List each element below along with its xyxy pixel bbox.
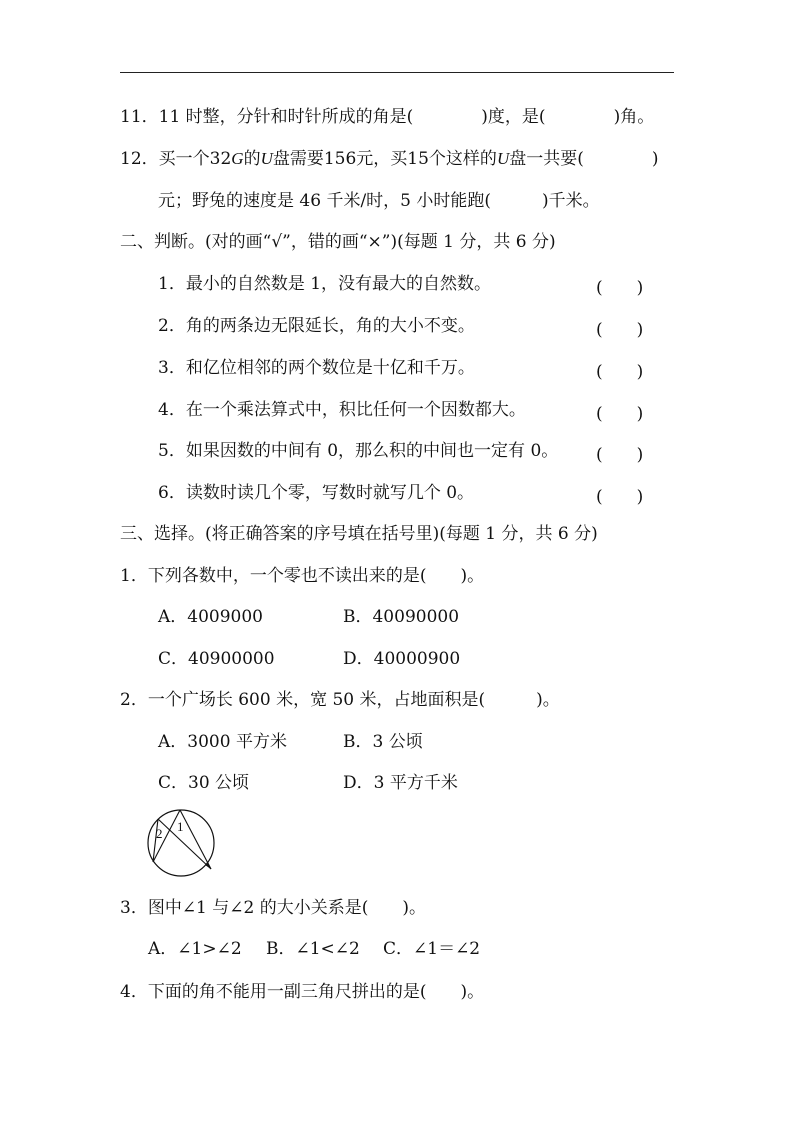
option-b: B．∠1<∠2 bbox=[266, 939, 360, 959]
judge-item: 4．在一个乘法算式中，积比任何一个因数都大。 bbox=[158, 400, 526, 420]
question-12-continued: 元；野兔的速度是 46 千米/时，5 小时能跑( )千米。 bbox=[158, 191, 600, 211]
section-heading-judge: 二、判断。(对的画“√”，错的画“×”)(每题 1 分，共 6 分) bbox=[120, 232, 556, 252]
option-c: C．40900000 bbox=[158, 649, 275, 669]
answer-paren: ( ) bbox=[596, 362, 644, 382]
option-a: A．∠1>∠2 bbox=[148, 939, 242, 959]
option-b: B．3 公顷 bbox=[343, 732, 423, 752]
judge-item: 6．读数时读几个零，写数时就写几个 0。 bbox=[158, 483, 475, 503]
q12-part: 盘一共要( ) bbox=[509, 149, 659, 169]
answer-paren: ( ) bbox=[596, 487, 644, 507]
arrow-tip bbox=[205, 862, 211, 869]
answer-paren: ( ) bbox=[596, 404, 644, 424]
chord-line bbox=[180, 810, 211, 869]
chord-line bbox=[158, 819, 211, 869]
judge-item: 3．和亿位相邻的两个数位是十亿和千万。 bbox=[158, 358, 475, 378]
angle-label-1: 1 bbox=[177, 819, 184, 834]
judge-item: 5．如果因数的中间有 0，那么积的中间也一定有 0。 bbox=[158, 441, 559, 461]
q12-italic-g: G bbox=[231, 149, 244, 168]
option-d: D．3 平方千米 bbox=[343, 773, 458, 793]
choice-question-3: 3．图中∠1 与∠2 的大小关系是( )。 bbox=[120, 898, 427, 918]
choice-question-4: 4．下面的角不能用一副三角尺拼出的是( )。 bbox=[120, 982, 485, 1002]
angle-label-2: 2 bbox=[156, 826, 163, 841]
q12-italic-u: U bbox=[260, 149, 273, 168]
q12-part: 盘需要156元，买15个这样的 bbox=[272, 149, 497, 169]
header-rule bbox=[120, 72, 674, 73]
answer-paren: ( ) bbox=[596, 445, 644, 465]
judge-item: 2．角的两条边无限延长，角的大小不变。 bbox=[158, 316, 475, 336]
section-heading-choice: 三、选择。(将正确答案的序号填在括号里)(每题 1 分，共 6 分) bbox=[120, 524, 598, 544]
option-b: B．40090000 bbox=[343, 607, 460, 627]
choice-question-2: 2．一个广场长 600 米，宽 50 米，占地面积是( )。 bbox=[120, 690, 560, 710]
q12-italic-u: U bbox=[496, 149, 510, 168]
q12-part: 的 bbox=[243, 149, 261, 169]
option-c: C．∠1＝∠2 bbox=[383, 939, 481, 959]
answer-paren: ( ) bbox=[596, 320, 644, 340]
option-a: A．3000 平方米 bbox=[158, 732, 287, 752]
option-d: D．40000900 bbox=[343, 649, 461, 669]
q12-part: 12．买一个 bbox=[120, 149, 210, 169]
question-11: 11．11 时整，分针和时针所成的角是( )度，是( )角。 bbox=[120, 107, 655, 127]
judge-item: 1．最小的自然数是 1，没有最大的自然数。 bbox=[158, 274, 492, 294]
angle-circle-figure bbox=[145, 807, 217, 879]
option-c: C．30 公顷 bbox=[158, 773, 250, 793]
question-12 bbox=[120, 148, 658, 170]
choice-question-1: 1．下列各数中，一个零也不读出来的是( )。 bbox=[120, 566, 485, 586]
option-a: A．4009000 bbox=[158, 607, 263, 627]
q12-part: 32 bbox=[209, 149, 232, 169]
answer-paren: ( ) bbox=[596, 278, 644, 298]
